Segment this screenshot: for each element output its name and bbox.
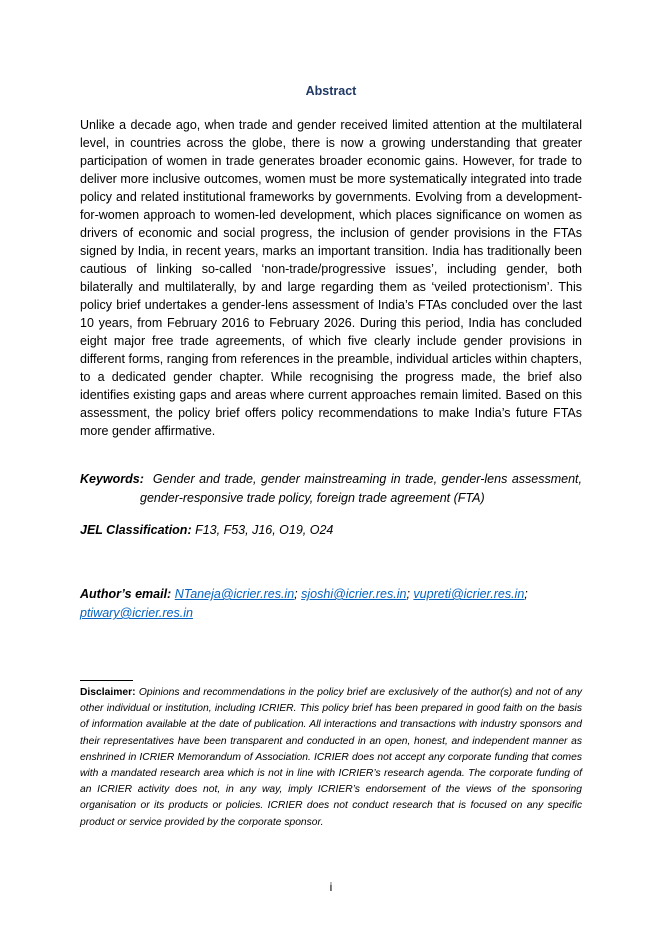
author-emails: Author’s email: NTaneja@icrier.res.in; sjoshi@icrier.res.in; vupreti@icrier.res.in; ptiwary@icrier.res.in: [80, 587, 528, 620]
email-link-ntaneja[interactable]: NTaneja@icrier.res.in: [174, 587, 295, 601]
email-link-sjoshi[interactable]: sjoshi@icrier.res.in: [301, 587, 407, 601]
jel-codes: F13, F53, J16, O19, O24: [195, 523, 334, 537]
disclaimer-label: Disclaimer:: [80, 687, 136, 698]
disclaimer-block: [80, 685, 582, 831]
jel-classification: [80, 521, 582, 540]
abstract-paragraph: Unlike a decade ago, when trade and gender received limited attention at the multilateral level, in countries across the globe, there is now a growing understanding that greater participation of women in trade generates broader economic gains. However, for trade to deliver more inclusive outcomes, women must be more systematically integrated into trade policy and related institutional frameworks by governments. Evolving from a development-for-women approach to women-led development, which places significance on women as drivers of economic and social progress, the inclusion of gender provisions in the FTAs signed by India, in recent years, marks an important transition. India has traditionally been cautious of linking so-called ‘non-trade/progressive issues’, including gender, both bilaterally and multilaterally, by and large regarding them as ‘veiled protectionism’. This policy brief undertakes a gender-lens assessment of India’s FTAs concluded over the last 10 years, from February 2016 to February 2026. During this period, India has concluded eight major free trade agreements, of which five clearly include gender provisions in different forms, ranging from references in the preamble, individual articles within chapters, to a dedicated gender chapter. While recognising the progress made, the brief also identifies existing gaps and areas where current approaches remain limited. Based on this assessment, the policy brief offers policy recommendations to make India’s future FTAs more gender affirmative.: [80, 118, 582, 438]
keywords-block: [80, 470, 582, 508]
email-link-ptiwary[interactable]: ptiwary@icrier.res.in: [80, 606, 193, 620]
email-link-vupreti[interactable]: vupreti@icrier.res.in: [413, 587, 525, 601]
disclaimer-text: Opinions and recommendations in the policy brief are exclusively of the author(s) and not of any other individual or institution, including ICRIER. This policy brief has been prepared in good faith on the basis of information available at the date of publication. All interactions and transactions with industry sponsors and their representatives have been transparent and conducted in an open, honest, and independent manner as enshrined in ICRIER Memorandum of Association. ICRIER does not accept any corporate funding that comes with a mandated research area which is not in line with ICRIER’s research agenda. The corporate funding of an ICRIER activity does not, in any way, imply ICRIER’s endorsement of the views of the sponsoring organisation or its products or policies. ICRIER does not conduct research that is focused on any specific product or service provided by the corporate sponsor.: [80, 687, 582, 828]
footnote-divider: [80, 680, 133, 681]
jel-label: JEL Classification:: [80, 523, 192, 537]
abstract-heading: Abstract: [305, 84, 357, 98]
keywords-label: Keywords:: [80, 472, 144, 486]
page-number: i: [329, 880, 333, 894]
author-email-label: Author’s email:: [80, 587, 172, 601]
keywords-text: Gender and trade, gender mainstreaming in trade, gender-lens assessment, gender-responsive trade policy, foreign trade agreement (FTA): [140, 472, 583, 505]
